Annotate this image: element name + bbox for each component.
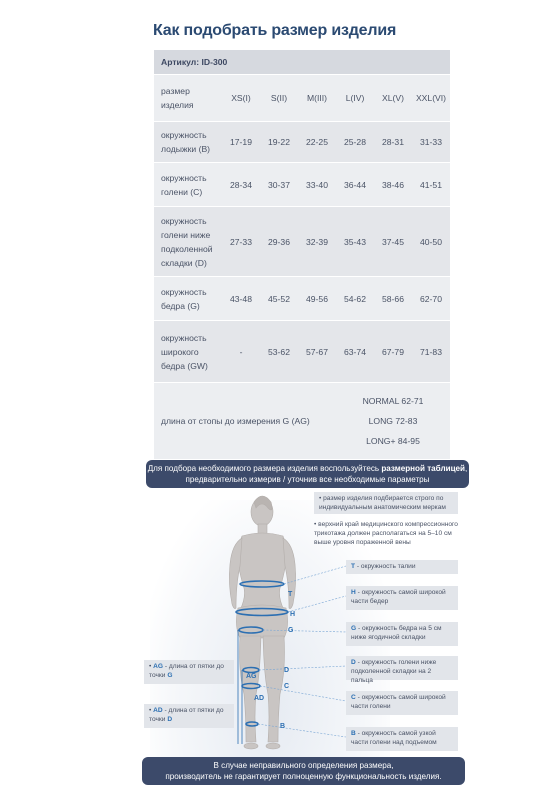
article-row: [154, 50, 450, 75]
table-cell: 17-19: [222, 122, 260, 163]
page-title: Как подобрать размер изделия: [153, 22, 397, 39]
figure-label-b: B: [280, 723, 286, 730]
figure-torso: [236, 533, 288, 610]
ag-value-long-plus: LONG+ 84-95: [366, 436, 420, 446]
callout-g: [346, 622, 458, 646]
callout-text: - окружность самой широкой части бедер: [351, 589, 446, 605]
row-label: окружность голени ниже подколенной складки (D): [154, 207, 222, 277]
figure-neck: [258, 524, 267, 534]
warning-banner: [142, 757, 465, 785]
warning-line-2: производитель не гарантирует полноценную функциональность изделия.: [165, 772, 442, 781]
ag-value-normal: NORMAL 62-71: [362, 396, 424, 406]
callout-key: B: [351, 730, 356, 737]
table-cell: 57-67: [298, 321, 336, 383]
table-row: [154, 321, 450, 383]
table-cell: 25-28: [336, 122, 374, 163]
size-header-cell: S(II): [260, 75, 298, 122]
table-cell: 37-45: [374, 207, 412, 277]
callout-text: - окружность самой узкой части голени над подъемом: [351, 730, 437, 746]
table-cell: 40-50: [412, 207, 450, 277]
callout-h: [346, 586, 458, 610]
figure-label-g: G: [288, 627, 294, 634]
table-cell: 30-37: [260, 163, 298, 207]
figure-label-ad: AD: [254, 695, 265, 702]
ag-row: [154, 383, 450, 460]
table-cell: 43-48: [222, 277, 260, 321]
ag-label: длина от стопы до измерения G (AG): [154, 383, 336, 460]
table-cell: 22-25: [298, 122, 336, 163]
table-row: [154, 122, 450, 163]
table-cell: 54-62: [336, 277, 374, 321]
size-header-cell: L(IV): [336, 75, 374, 122]
row-label: окружность широкого бедра (GW): [154, 321, 222, 383]
table-row: [154, 163, 450, 207]
ag-value-long: LONG 72-83: [368, 416, 418, 426]
table-cell: 45-52: [260, 277, 298, 321]
figure-label-c: C: [284, 683, 290, 690]
callout-key: C: [351, 694, 356, 701]
callout-end: G: [167, 672, 173, 679]
figure-left-foot: [244, 743, 258, 749]
callout-text: - длина от пятки до точки: [149, 707, 224, 723]
callout-end: D: [167, 716, 173, 723]
note-upper-edge: • верхний край медицинского компрессионного трикотажа должен располагаться на 5–10 см выше уровня пораженной вены: [314, 521, 458, 546]
table-cell: -: [222, 321, 260, 383]
table-cell: 36-44: [336, 163, 374, 207]
table-cell: 62-70: [412, 277, 450, 321]
table-cell: 35-43: [336, 207, 374, 277]
callout-text: - окружность самой широкой части голени: [351, 694, 446, 710]
table-cell: 28-31: [374, 122, 412, 163]
table-cell: 49-56: [298, 277, 336, 321]
callout-text: - окружность голени ниже подколенной складки на 2 пальца: [351, 659, 437, 684]
banner-text-2: , предварительно измерив / уточнив все необходимые параметры: [185, 464, 468, 484]
table-cell: 27-33: [222, 207, 260, 277]
warning-line-1: В случае неправильного определения размера,: [213, 761, 394, 770]
size-header-label: размер изделия: [154, 75, 222, 122]
size-header-cell: XS(I): [222, 75, 260, 122]
callout-key: AG: [153, 663, 164, 670]
callout-key: T: [351, 563, 356, 570]
callout-text: - окружность бедра на 5 см ниже ягодичной складки: [351, 625, 442, 641]
table-cell: 29-36: [260, 207, 298, 277]
figure-label-t: T: [288, 591, 293, 598]
article-label: Артикул: ID-300: [154, 50, 450, 75]
table-cell: 41-51: [412, 163, 450, 207]
table-cell: 31-33: [412, 122, 450, 163]
figure-label-h: H: [290, 611, 296, 618]
callout-d: [346, 656, 458, 684]
figure-label-d: D: [284, 667, 290, 674]
callout-ag: • AG - длина от пятки до точки G: [144, 660, 234, 684]
table-cell: 53-62: [260, 321, 298, 383]
size-header-cell: M(III): [298, 75, 336, 122]
figure-right-foot: [266, 743, 280, 749]
table-cell: 32-39: [298, 207, 336, 277]
banner-text-1: Для подбора необходимого размера изделия воспользуйтесь: [147, 464, 382, 473]
callout-b: [346, 727, 458, 751]
callout-text: - длина от пятки до точки: [149, 663, 224, 679]
row-label: окружность лодыжки (B): [154, 122, 222, 163]
line-h: [288, 596, 346, 612]
table-cell: 19-22: [260, 122, 298, 163]
callout-c: [346, 691, 458, 715]
callout-key: H: [351, 589, 356, 596]
table-cell: 67-79: [374, 321, 412, 383]
ag-values: [336, 383, 450, 460]
callout-key: AD: [153, 707, 163, 714]
table-cell: 71-83: [412, 321, 450, 383]
callout-text: - окружность талии: [355, 563, 416, 570]
size-header-cell: XL(V): [374, 75, 412, 122]
size-header-cell: XXL(VI): [412, 75, 450, 122]
callout-key: G: [351, 625, 357, 632]
table-row: [154, 277, 450, 321]
banner-bold-text: размерной таблицей: [381, 464, 466, 473]
callout-t: [346, 560, 458, 574]
callout-key: D: [351, 659, 356, 666]
note-individual-size: • размер изделия подбирается строго по индивидуальным анатомическим меркам: [314, 492, 458, 514]
table-cell: 58-66: [374, 277, 412, 321]
table-cell: 63-74: [336, 321, 374, 383]
table-cell: 28-34: [222, 163, 260, 207]
row-label: окружность бедра (G): [154, 277, 222, 321]
figure-label-ag: AG: [246, 673, 257, 680]
table-cell: 38-46: [374, 163, 412, 207]
table-cell: 33-40: [298, 163, 336, 207]
callout-ad: • AD - длина от пятки до точки D: [144, 704, 234, 728]
size-table: [154, 50, 450, 460]
table-row: [154, 207, 450, 277]
size-header-row: [154, 75, 450, 122]
row-label: окружность голени (C): [154, 163, 222, 207]
